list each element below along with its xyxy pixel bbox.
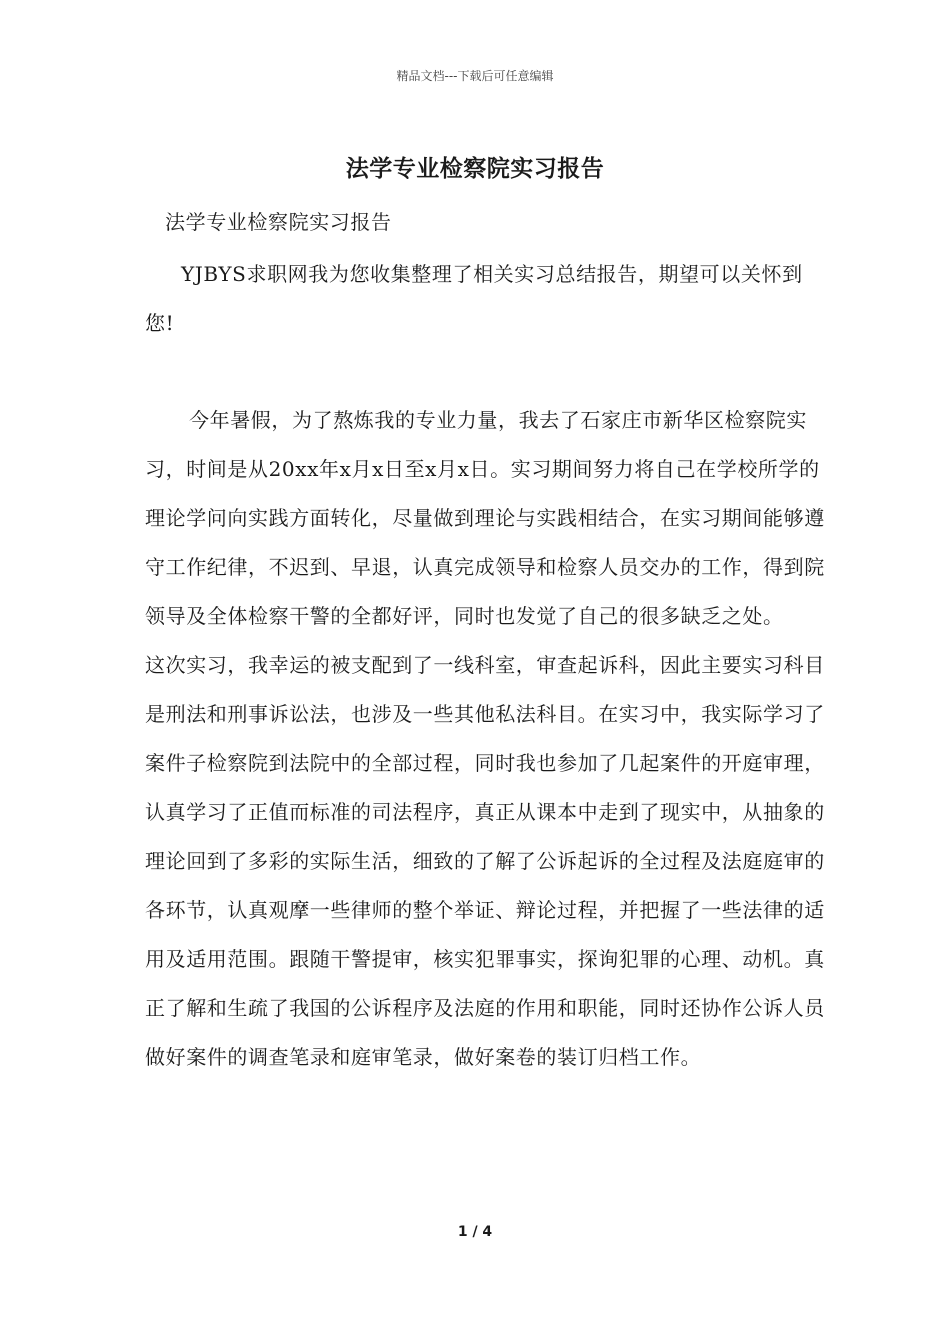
page-number: 1 / 4 <box>457 1224 493 1240</box>
intro-text: YJBYS求职网我为您收集整理了相关实习总结报告，期望可以关怀到您! <box>145 262 803 335</box>
document-title: 法学专业检察院实习报告 <box>345 155 605 182</box>
main-paragraph <box>145 396 825 1082</box>
header-note: 精品文档---下载后可任意编辑 <box>396 69 554 83</box>
intro-paragraph <box>145 250 825 348</box>
subtitle-text: 法学专业检察院实习报告 <box>165 210 392 234</box>
document-subtitle <box>145 198 825 247</box>
main-paragraph-text: 今年暑假，为了熬炼我的专业力量，我去了石家庄市新华区检察院实习，时间是从20xx年x月x日至x月x日。实习期间努力将自己在学校所学的理论学问向实践方面转化，尽量做到理论与实践相结合，在实习期间能够遵守工作纪律，不迟到、早退，认真完成领导和检察人员交办的工作，得到院领导及全体检察干警的全都好评，同时也发觉了自己的很多缺乏之处。 这次实习，我幸运的被支配到了一线科室，审查起诉科，因此主要实习科目是刑法和刑事诉讼法，也涉及一些其他私法科目。在实习中，我实际学习了案件子检察院到法院中的全部过程，同时我也参加了几起案件的开庭审理，认真学习了正值而标准的司法程序，真正从课本中走到了现实中，从抽象的理论回到了多彩的实际生活，细致的了解了公诉起诉的全过程及法庭庭审的各环节，认真观摩一些律师的整个举证、辩论过程，并把握了一些法律的适用及适用范围。跟随干警提审，核实犯罪事实，探询犯罪的心理、动机。真正了解和生疏了我国的公诉程序及法庭的作用和职能，同时还协作公诉人员做好案件的调查笔录和庭审笔录，做好案卷的装订归档工作。 <box>145 408 825 1069</box>
